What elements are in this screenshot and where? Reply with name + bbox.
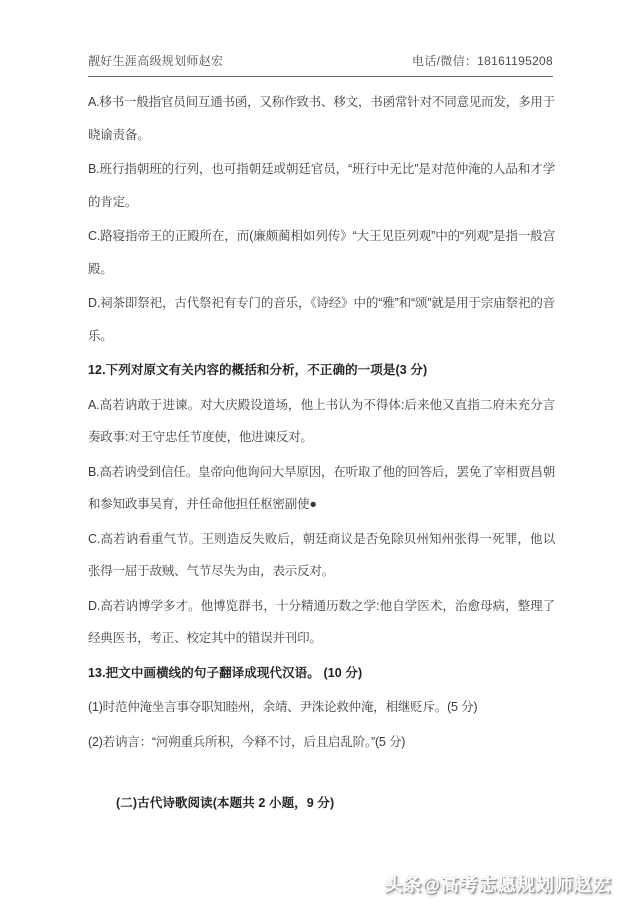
header-brand-text: 靓好生涯高级规划师赵宏 [88,54,224,68]
document-body [88,86,555,822]
watermark-text: 头条@高考志愿规划师赵宏 [384,875,612,895]
q13-subitem-1: (1)时范仲淹坐言事夺职知睦州，余靖、尹洙论救仲淹，相继贬斥。(5 分) [88,700,478,714]
q11-option-a: A.移书一般指官员间互通书函，又称作致书、移文，书函常针对不同意见而发，多用于晓谕责备。 [88,95,555,142]
q13-title: 13.把文中画横线的句子翻译成现代汉语。 (10 分) [88,665,363,680]
q12-option-b: B.高若讷受到信任。皇帝向他询问大旱原因，在听取了他的回答后，罢免了宰相贾昌朝和参知政事吴育，并任命他担任枢密副使● [88,464,555,511]
q12-title: 12.下列对原文有关内容的概括和分析，不正确的一项是(3 分) [88,363,428,377]
header-contact-text: 电话/微信：18161195208 [412,54,553,68]
document-header [88,52,553,77]
q11-option-d: D.祠茶即祭祀，古代祭祀有专门的音乐，《诗经》中的“雅”和“颂”就是用于宗庙祭祀的音乐。 [88,296,555,343]
q11-option-c: C.路寝指帝王的正殿所在，而(廉颇蔺相如列传》“大王见臣列观”中的“列观”是指一般宫殿。 [88,229,555,276]
section2-heading: (二)古代诗歌阅读(本题共 2 小题，9 分) [116,796,335,810]
q12-option-a: A.高若讷敢于进谏。对大庆殿设道场，他上书认为不得体:后来他又直指二府未充分言奏政事:对王守忠任节度使，他进谏反对。 [88,397,555,444]
q12-option-c: C.高若讷看重气节。王则造反失败后，朝廷商议是否免除贝州知州张得一死罪，他以张得一屈于敌贼、气节尽失为由，表示反对。 [88,531,555,578]
q13-subitem-2: (2)若讷言：“河朔重兵所积，今释不讨，后且启乱阶。”(5 分) [88,734,406,749]
q12-option-d: D.高若讷博学多才。他博览群书，十分精通历数之学:他自学医术，治愈母病，整理了经典医书，考正、校定其中的错误并刊印。 [88,598,555,645]
q11-option-b: B.班行指朝班的行列，也可指朝廷或朝廷官员，“班行中无比”是对范仲淹的人品和才学的肯定。 [88,162,555,209]
